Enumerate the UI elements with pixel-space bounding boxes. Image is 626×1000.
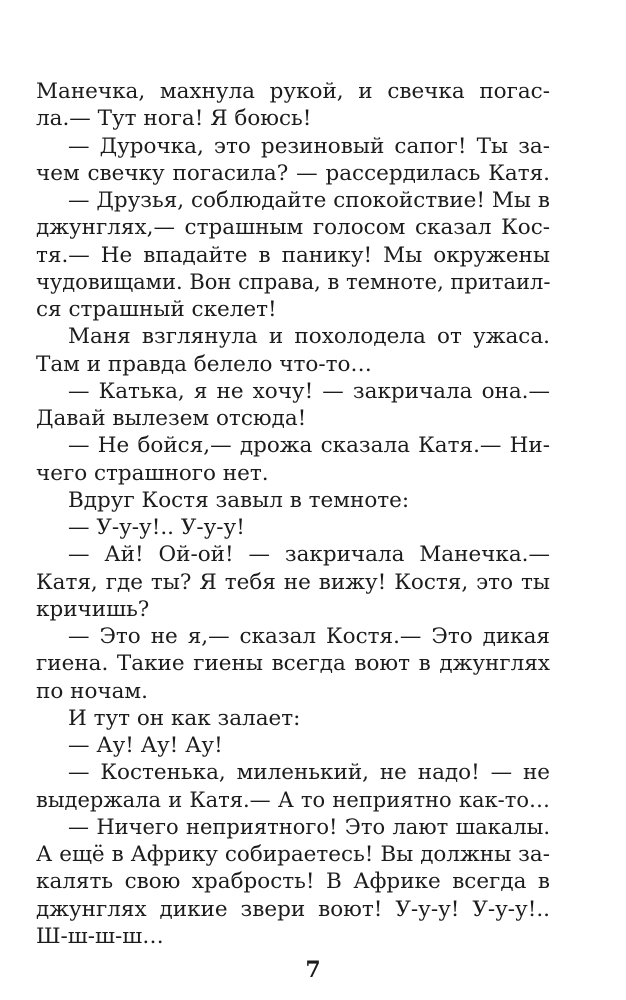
- page-number: 7: [305, 957, 321, 983]
- text-line: Там и правда белело что-то…: [36, 351, 372, 377]
- text-line: тя.— Не впадайте в панику! Мы окружены: [36, 242, 550, 268]
- body-text: [36, 78, 550, 950]
- text-line: И тут он как залает:: [68, 705, 301, 731]
- text-line: кричишь?: [36, 596, 150, 622]
- text-line: ся страшный скелет!: [36, 297, 277, 322]
- text-line: чудовищами. Вон справа, в темноте, притаил-: [36, 269, 551, 294]
- text-line: чем свечку погасила? — рассердилась Катя.: [36, 160, 550, 186]
- text-line: Вдруг Костя завыл в темноте:: [68, 487, 410, 513]
- text-line: Ш-ш-ш-ш…: [36, 923, 164, 949]
- text-line: Манечка, махнула рукой, и свечка погас-: [36, 79, 550, 104]
- text-line: чего страшного нет.: [36, 460, 269, 486]
- text-line: — Ничего неприятного! Это лают шакалы.: [68, 814, 550, 839]
- text-line: — Дурочка, это резиновый сапог! Ты за-: [68, 133, 550, 159]
- text-line: гиена. Такие гиены всегда воют в джунглях: [36, 651, 550, 677]
- text-line: — Не бойся,— дрожа сказала Катя.— Ни-: [68, 433, 550, 459]
- text-line: — Костенька, миленький, не надо! — не: [68, 760, 550, 786]
- text-line: — Катька, я не хочу! — закричала она.—: [68, 378, 550, 404]
- text-line: — Это не я,— сказал Костя.— Это дикая: [68, 624, 550, 649]
- text-line: по ночам.: [36, 678, 148, 704]
- text-line: — Ай! Ой-ой! — закричала Манечка.—: [68, 542, 550, 568]
- text-line: — Ау! Ау! Ау!: [68, 733, 223, 758]
- text-line: — Друзья, соблюдайте спокойствие! Мы в: [68, 188, 550, 213]
- text-line: ла.— Тут нога! Я боюсь!: [36, 106, 312, 132]
- text-line: Маня взглянула и похолодела от ужаса.: [68, 324, 550, 350]
- text-line: Давай вылезем отсюда!: [36, 406, 307, 431]
- text-line: выдержала и Катя.— А то неприятно как-то…: [36, 787, 550, 812]
- text-line: джунглях дикие звери воют! У-у-у! У-у-у!..: [36, 896, 550, 922]
- text-line: джунглях,— страшным голосом сказал Кос-: [36, 215, 550, 241]
- text-line: А ещё в Африку собираетесь! Вы должны за-: [36, 842, 550, 867]
- text-line: — У-у-у!.. У-у-у!: [68, 515, 245, 540]
- text-line: калять свою храбрость! В Африке всегда в: [36, 869, 550, 895]
- text-line: Катя, где ты? Я тебя не вижу! Костя, это ты: [36, 569, 550, 595]
